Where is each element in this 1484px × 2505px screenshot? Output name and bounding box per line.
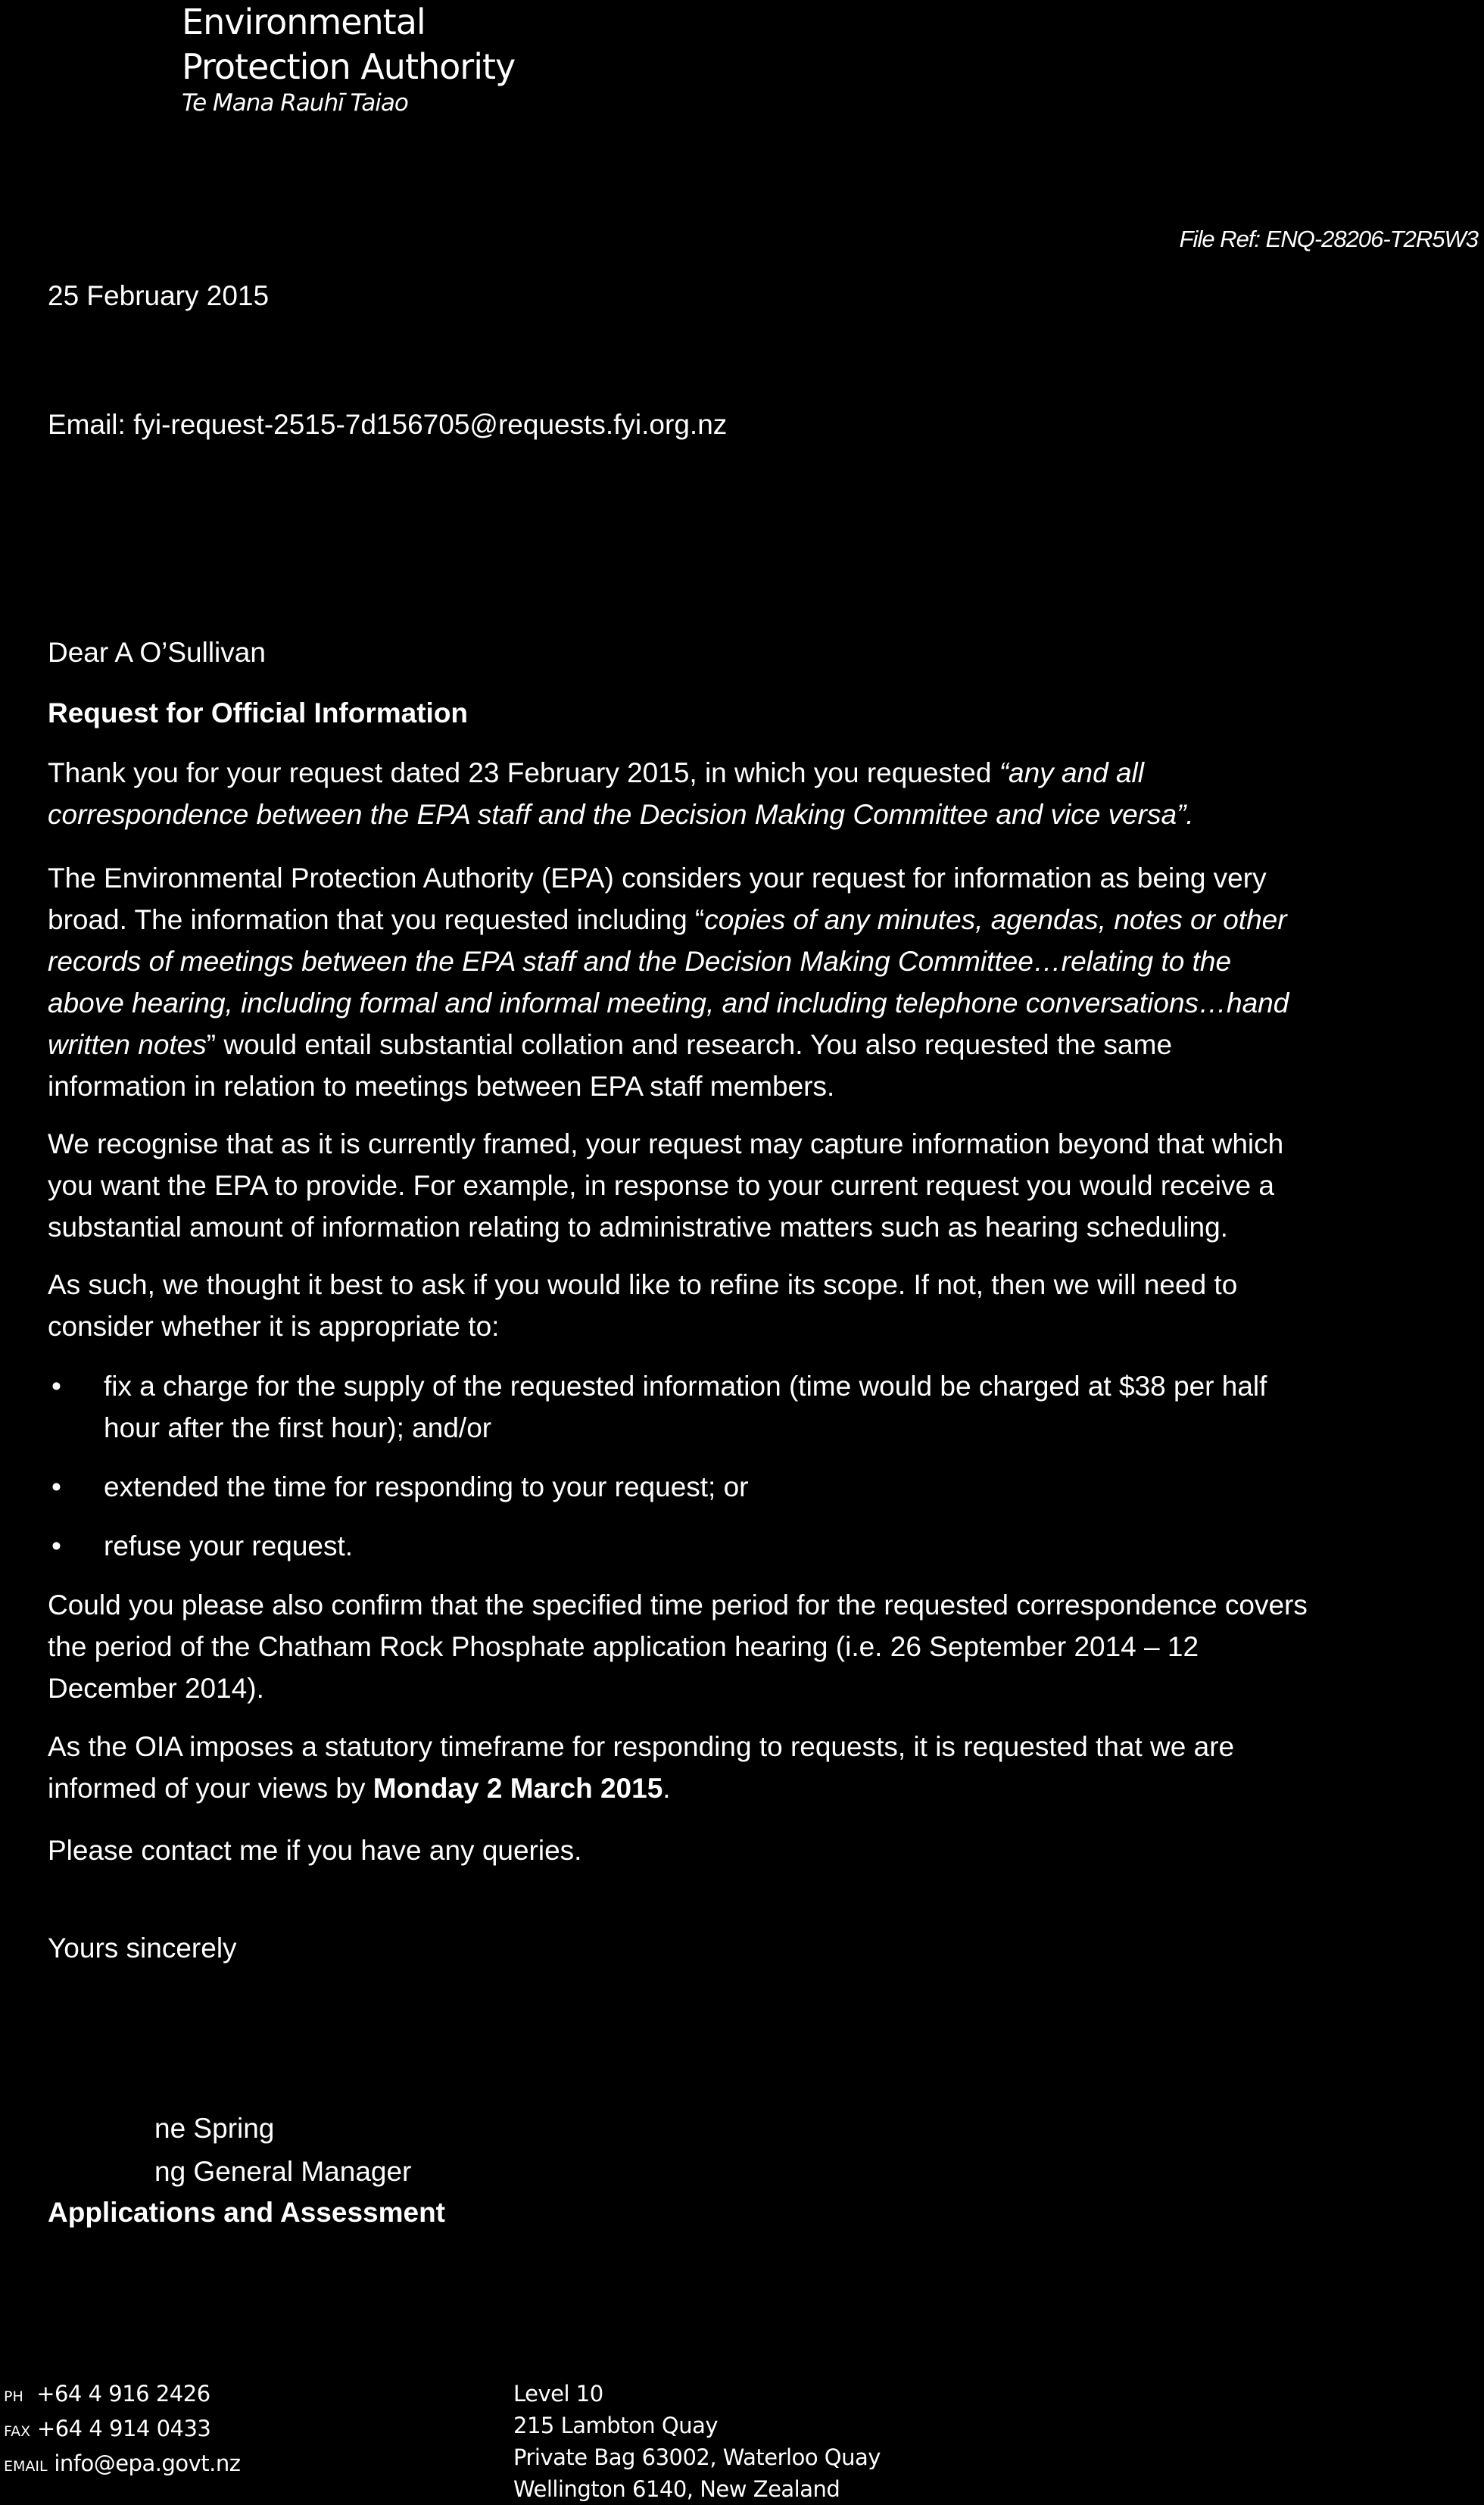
signatory-title: ng General Manager [154, 2156, 412, 2187]
text-line [48, 899, 1289, 941]
text-line [48, 982, 1289, 1024]
phone-label: PH [4, 2388, 23, 2405]
text-line [104, 1466, 749, 1508]
letter-date: 25 February 2015 [48, 280, 270, 311]
text-line [104, 1365, 1267, 1407]
text-line [48, 1584, 1308, 1626]
org-name-line1: Environmental [182, 2, 426, 42]
phone-number: +64 4 916 2426 [36, 2381, 210, 2407]
text-run: fix a charge for the supply of the requested information (time would be charged at $38 per half [104, 1371, 1267, 1402]
org-maori-name: Te Mana Rauhī Taiao [182, 89, 408, 117]
text-line [48, 857, 1289, 899]
text-run: information in relation to meetings between EPA staff members. [48, 1071, 835, 1102]
italic-text: above hearing, including formal and informal meeting, and including telephone conversations…hand [48, 987, 1289, 1019]
bullet-icon: • [51, 1530, 61, 1561]
address-line: Level 10 [513, 2381, 603, 2407]
text-line [48, 1024, 1289, 1065]
text-run: informed of your views by [48, 1773, 373, 1804]
text-line [48, 752, 1194, 794]
text-line [48, 1767, 1234, 1809]
text-run: you want the EPA to provide. For example, in response to your current request you would receive a [48, 1170, 1274, 1201]
body-paragraph [48, 1264, 1237, 1347]
bullet-item [104, 1466, 749, 1508]
text-line [48, 1264, 1237, 1306]
text-run: The Environmental Protection Authority (EPA) considers your request for information as being very [48, 863, 1267, 894]
org-name-line2: Protection Authority [182, 46, 516, 87]
footer-email: info@epa.govt.nz [54, 2450, 241, 2476]
text-run: Thank you for your request dated 23 February 2015, in which you requested [48, 757, 999, 788]
email-link[interactable]: fyi-request-2515-7d156705@requests.fyi.org.nz [133, 409, 728, 440]
text-run: . [662, 1773, 671, 1804]
text-run: extended the time for responding to your request; or [104, 1471, 749, 1502]
footer-contact [4, 2378, 240, 2482]
address-line: Private Bag 63002, Waterloo Quay [513, 2444, 881, 2470]
text-run: consider whether it is appropriate to: [48, 1311, 500, 1342]
bullet-item [104, 1365, 1267, 1449]
text-line [48, 794, 1194, 835]
text-line [48, 941, 1289, 982]
text-run: As the OIA imposes a statutory timeframe for responding to requests, it is requested that we are [48, 1731, 1235, 1762]
salutation: Dear A O’Sullivan [48, 637, 266, 668]
text-line [48, 1726, 1234, 1767]
italic-text: correspondence between the EPA staff and the Decision Making Committee and vice versa”. [48, 799, 1194, 830]
fax-label: FAX [4, 2423, 31, 2440]
text-run: We recognise that as it is currently framed, your request may capture information beyond that which [48, 1128, 1284, 1159]
body-paragraph [48, 857, 1289, 1107]
address-line: 215 Lambton Quay [513, 2413, 719, 2438]
file-reference: File Ref: ENQ-28206-T2R5W3 [1179, 226, 1478, 252]
subject-heading: Request for Official Information [48, 697, 469, 728]
bold-text: Monday 2 March 2015 [373, 1773, 663, 1804]
footer-address [513, 2378, 881, 2505]
bullet-item [104, 1525, 353, 1567]
text-line [48, 1667, 1308, 1709]
body-paragraph [48, 1726, 1234, 1809]
fax-number: +64 4 914 0433 [36, 2416, 211, 2441]
text-line [48, 1123, 1283, 1165]
text-run: substantial amount of information relating to administrative matters such as hearing scheduling. [48, 1212, 1228, 1243]
address-line: Wellington 6140, New Zealand [513, 2476, 840, 2502]
text-run: December 2014). [48, 1673, 264, 1704]
text-run: refuse your request. [104, 1530, 354, 1561]
body-paragraph [48, 1123, 1283, 1248]
bullet-icon: • [51, 1471, 61, 1502]
text-run: Please contact me if you have any queries. [48, 1835, 582, 1866]
text-line [48, 1830, 581, 1871]
italic-text: records of meetings between the EPA staff and the Decision Making Committee…relating to the [48, 946, 1232, 977]
text-line [104, 1407, 1267, 1449]
italic-text: “any and all [999, 757, 1144, 788]
text-run: Could you please also confirm that the specified time period for the requested correspondence covers [48, 1589, 1308, 1621]
body-paragraph [48, 1830, 581, 1871]
text-line [48, 1065, 1289, 1107]
signatory-name: ne Spring [154, 2113, 275, 2144]
body-paragraph [48, 1584, 1308, 1709]
email-label-footer: EMAIL [4, 2458, 48, 2475]
text-run: hour after the first hour); and/or [104, 1412, 492, 1443]
text-run: the period of the Chatham Rock Phosphate application hearing (i.e. 26 September 2014 – 12 [48, 1631, 1199, 1662]
text-line [48, 1626, 1308, 1667]
text-run: broad. The information that you requested including “ [48, 904, 705, 935]
email-label: Email: [48, 409, 126, 440]
text-run: ” would entail substantial collation and research. You also requested the same [206, 1029, 1173, 1060]
text-run: As such, we thought it best to ask if you would like to refine its scope. If not, then we will need to [48, 1269, 1238, 1300]
italic-text: copies of any minutes, agendas, notes or other [704, 904, 1287, 935]
italic-text: written notes [48, 1029, 207, 1060]
text-line [48, 1165, 1283, 1206]
signatory-department: Applications and Assessment [48, 2197, 445, 2228]
text-line [48, 1206, 1283, 1248]
bullet-icon: • [51, 1371, 61, 1402]
closing: Yours sincerely [48, 1933, 237, 1964]
text-line [104, 1525, 353, 1567]
recipient-email [48, 403, 727, 446]
text-line [48, 1306, 1237, 1347]
body-paragraph [48, 752, 1194, 835]
